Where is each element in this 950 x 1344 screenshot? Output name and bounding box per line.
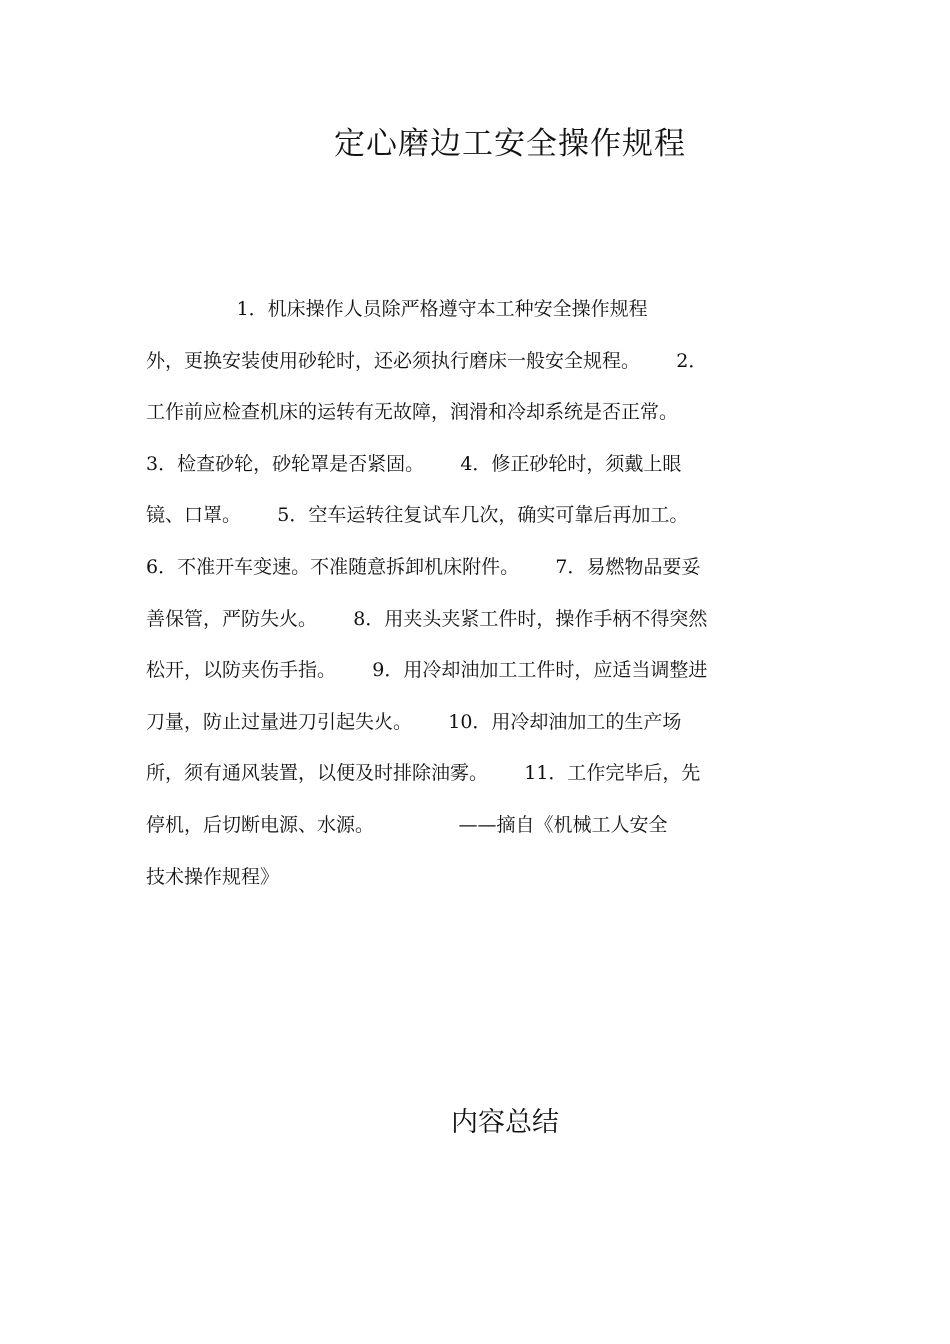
body-line: 3．检查砂轮，砂轮罩是否紧固。 4．修正砂轮时，须戴上眼 bbox=[146, 452, 682, 475]
procedure-body bbox=[146, 284, 806, 903]
body-line: 善保管，严防失火。 8．用夹头夹紧工件时，操作手柄不得突然 bbox=[146, 607, 708, 630]
body-line: 所，须有通风装置，以便及时排除油雾。 11．工作完毕后，先 bbox=[146, 762, 701, 785]
body-line: 6．不准开车变速。不准随意拆卸机床附件。 7．易燃物品要妥 bbox=[146, 555, 701, 578]
body-line: 1．机床操作人员除严格遵守本工种安全操作规程 bbox=[146, 298, 648, 320]
body-line: 镜、口罩。 5．空车运转往复试车几次，确实可靠后再加工。 bbox=[146, 504, 689, 527]
body-line: 停机，后切断电源、水源。 ——摘自《机械工人安全 bbox=[146, 813, 668, 836]
body-line: 工作前应检查机床的运转有无故障，润滑和冷却系统是否正常。 bbox=[146, 401, 679, 424]
body-line: 外，更换安装使用砂轮时，还必须执行磨床一般安全规程。 2． bbox=[146, 349, 708, 372]
body-line: 刀量，防止过量进刀引起失火。 10．用冷却油加工的生产场 bbox=[146, 710, 682, 733]
body-line: 技术操作规程》 bbox=[146, 865, 280, 888]
summary-heading: 内容总结 bbox=[451, 1107, 559, 1138]
body-line: 松开，以防夹伤手指。 9．用冷却油加工工件时，应适当调整进 bbox=[146, 659, 708, 682]
page-title: 定心磨边工安全操作规程 bbox=[334, 126, 686, 162]
